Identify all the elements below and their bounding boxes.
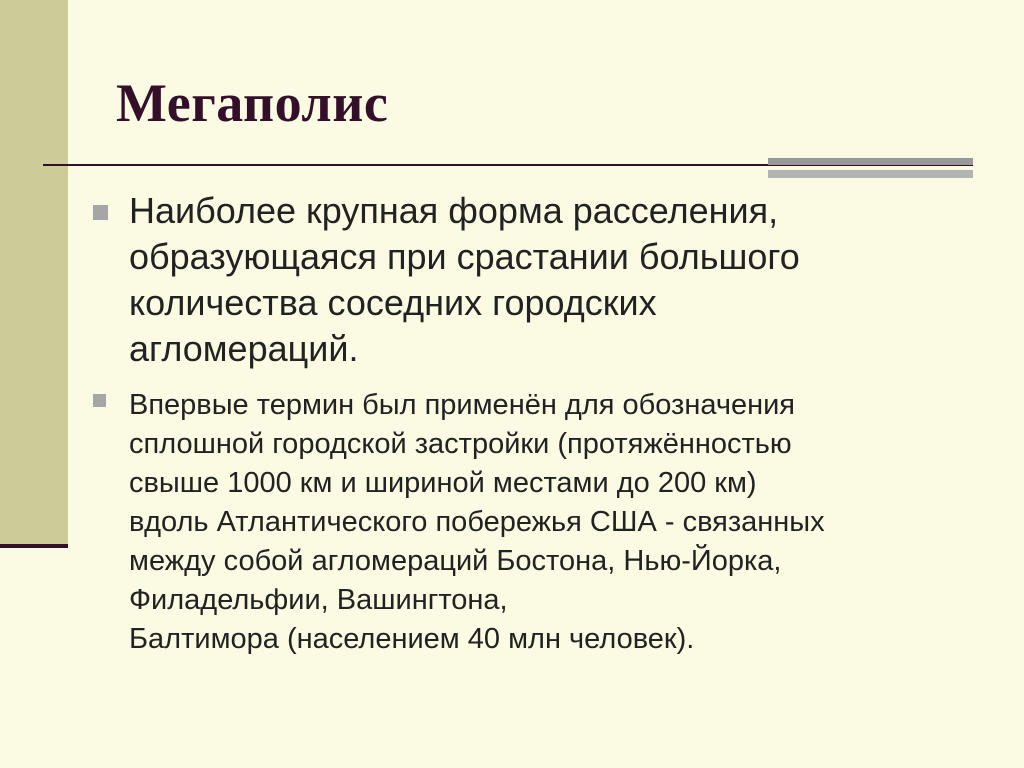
bullet-text: Впервые термин был применён для обозначения сплошной городской застройки (протяжённостью свыше 1000 км и шириной местами до 200 км) вдоль Атлантического побережья США - связанных между собой агломераций Бостона, Нью-Йорка, Филадельфии, Вашингтона, Балтимора (населением 40 млн человек). (129, 389, 825, 655)
bullet-item-history (93, 386, 983, 659)
bullet-text: Наиболее крупная форма расселения, образующаяся при срастании большого количества соседних городских агломераций. (129, 190, 800, 369)
left-panel-underline (0, 544, 68, 548)
left-decorative-panel (0, 0, 68, 546)
bullet-item-definition (93, 188, 983, 372)
accent-bar-top (768, 158, 973, 165)
square-bullet-icon (93, 394, 106, 407)
square-bullet-icon (93, 205, 108, 220)
slide-title: Мегаполис (116, 73, 389, 133)
bullet-list (93, 188, 983, 659)
accent-bar-bottom (768, 170, 973, 178)
